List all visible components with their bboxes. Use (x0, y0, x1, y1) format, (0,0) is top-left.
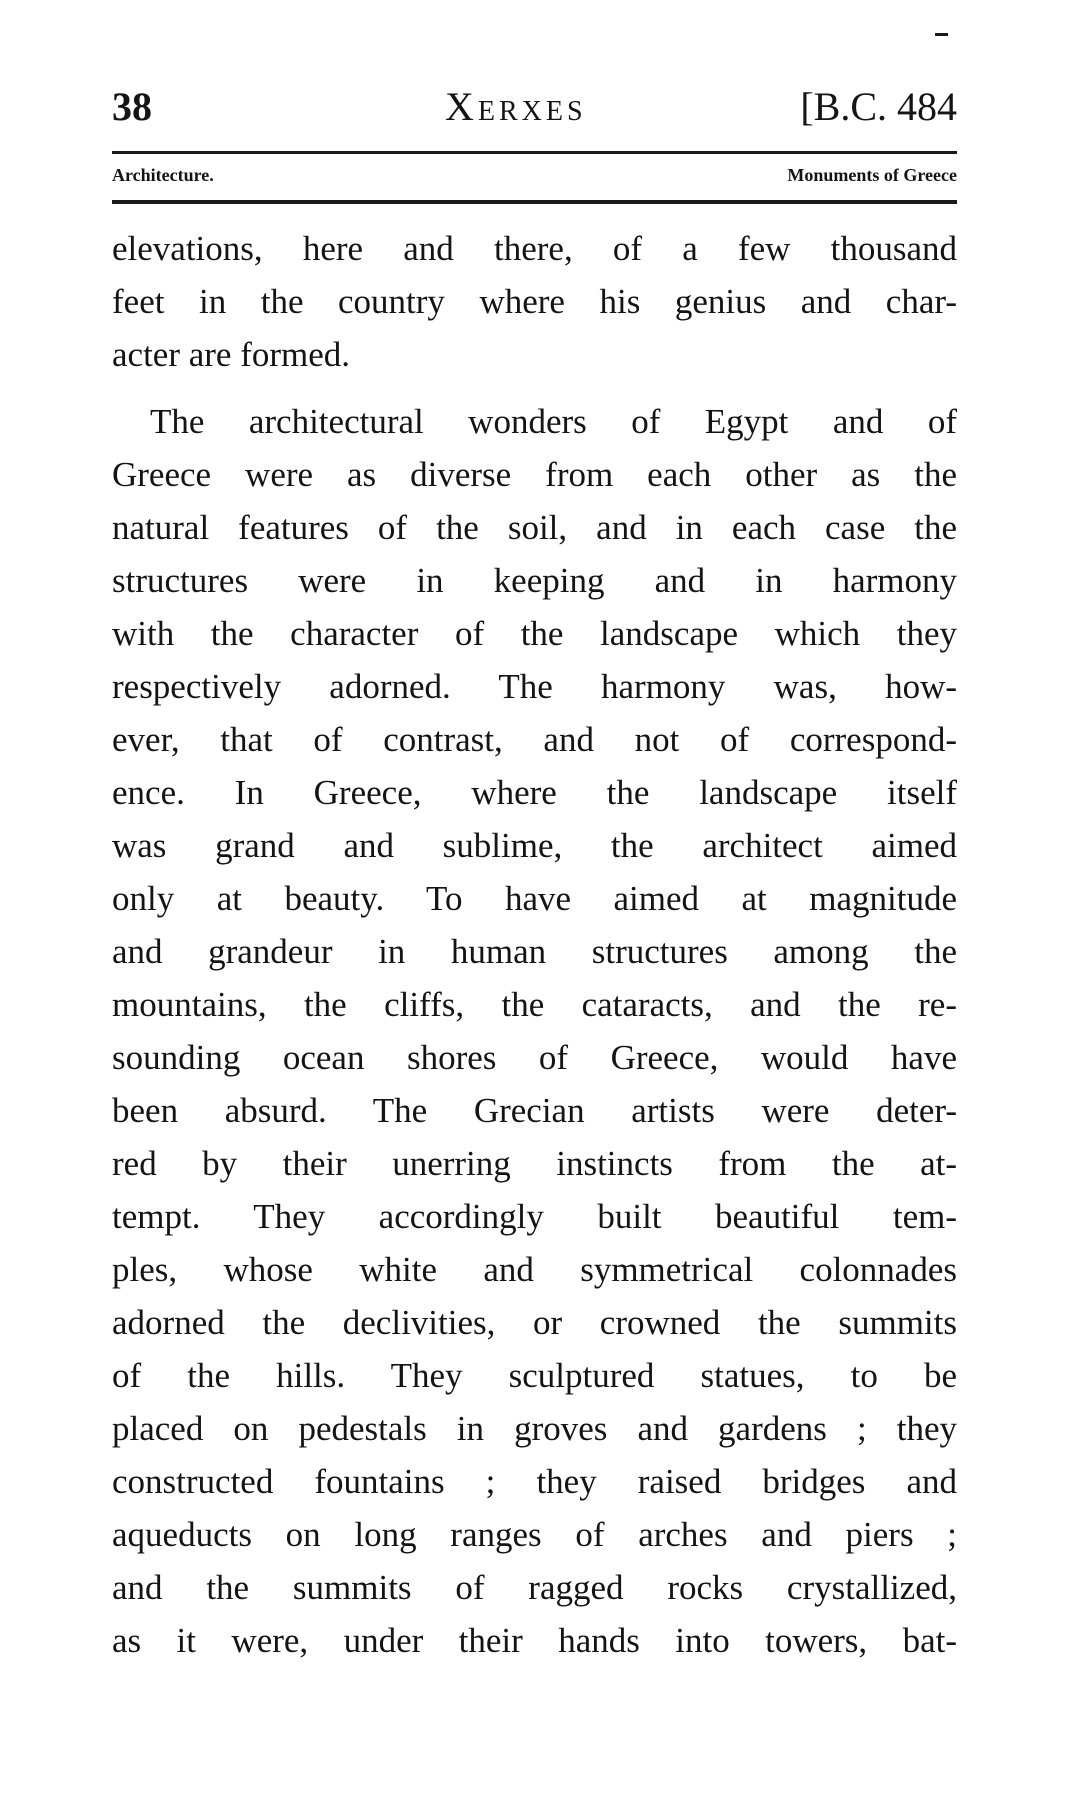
text-line: been absurd. The Grecian artists were deter- (112, 1091, 957, 1130)
paragraph-2 (112, 395, 957, 1667)
page-number: 38 (112, 84, 152, 129)
date-reference: [B.C. 484 (800, 84, 957, 129)
text-line: only at beauty. To have aimed at magnitude (112, 879, 957, 918)
text-line: feet in the country where his genius and char- (112, 282, 957, 321)
text-line: ples, whose white and symmetrical colonnades (112, 1250, 957, 1289)
text-line: and grandeur in human structures among the (112, 932, 957, 971)
text-line: was grand and sublime, the architect aimed (112, 826, 957, 865)
running-title: Xerxes (445, 84, 587, 129)
header-rule-top (112, 151, 957, 154)
text-line: structures were in keeping and in harmony (112, 561, 957, 600)
header-rule-bottom (112, 200, 957, 204)
text-line: adorned the declivities, or crowned the summits (112, 1303, 957, 1342)
text-line: of the hills. They sculptured statues, to be (112, 1356, 957, 1395)
text-line: constructed fountains ; they raised bridges and (112, 1462, 957, 1501)
text-line: sounding ocean shores of Greece, would have (112, 1038, 957, 1077)
shoulder-note-right: Monuments of Greece (787, 165, 957, 185)
text-line: and the summits of ragged rocks crystallized, (112, 1568, 957, 1607)
text-line: respectively adorned. The harmony was, how- (112, 667, 957, 706)
text-line: red by their unerring instincts from the at- (112, 1144, 957, 1183)
text-line: ence. In Greece, where the landscape itself (112, 773, 957, 812)
running-head (112, 84, 957, 130)
corner-mark (935, 33, 948, 36)
text-line: elevations, here and there, of a few thousand (112, 229, 957, 268)
text-line: as it were, under their hands into towers, bat- (112, 1621, 957, 1660)
text-line: mountains, the cliffs, the cataracts, and the re- (112, 985, 957, 1024)
text-line: ever, that of contrast, and not of correspond- (112, 720, 957, 759)
text-line: Greece were as diverse from each other as the (112, 455, 957, 494)
text-line: placed on pedestals in groves and gardens ; they (112, 1409, 957, 1448)
paragraph-1 (112, 222, 957, 381)
body-text (112, 222, 957, 1667)
text-line: acter are formed. (112, 335, 351, 374)
text-line: tempt. They accordingly built beautiful tem- (112, 1197, 957, 1236)
text-line: aqueducts on long ranges of arches and piers ; (112, 1515, 957, 1554)
text-line: natural features of the soil, and in each case the (112, 508, 957, 547)
shoulder-notes (112, 163, 957, 187)
shoulder-note-left: Architecture. (112, 165, 214, 185)
text-line: The architectural wonders of Egypt and of (150, 402, 957, 441)
text-line: with the character of the landscape which they (112, 614, 957, 653)
